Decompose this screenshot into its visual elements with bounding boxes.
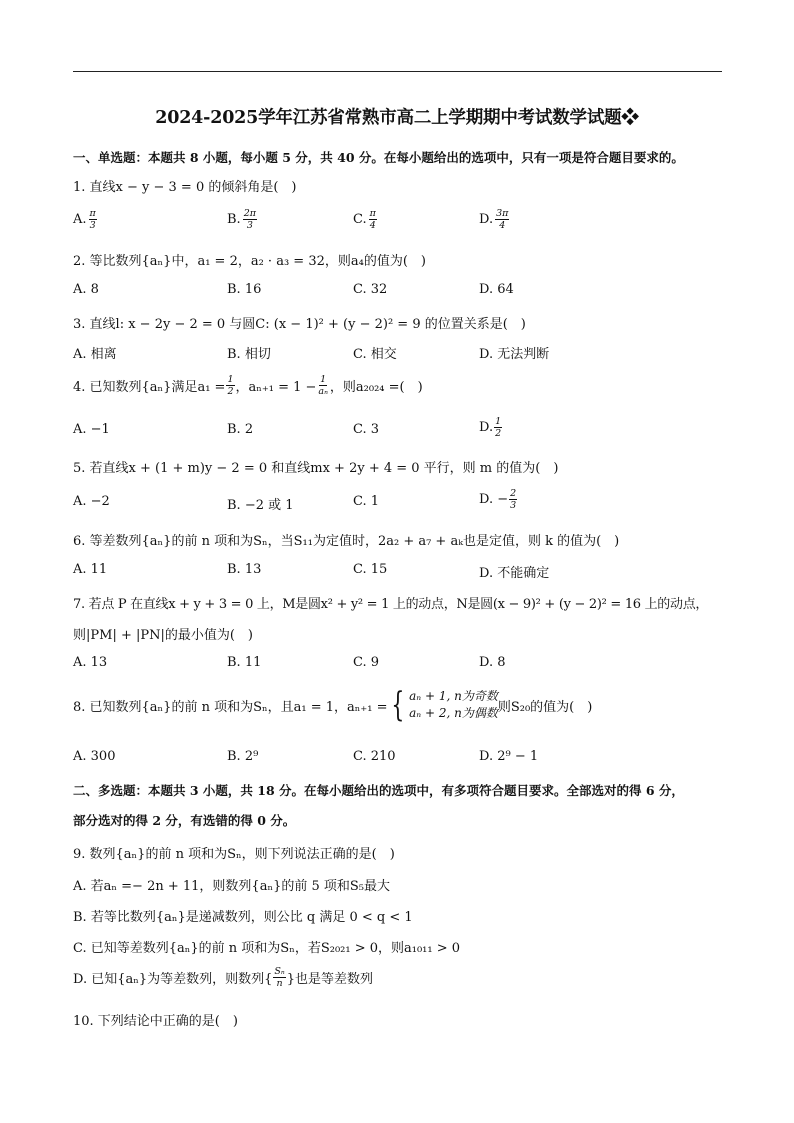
option-c[interactable]: C. 已知等差数列{aₙ}的前 n 项和为Sₙ，若S₂₀₂₁ > 0，则a₁₀₁₁ > 0 — [73, 941, 461, 956]
option-c[interactable]: C. 相交 — [353, 347, 397, 362]
question-2-options — [73, 282, 723, 312]
piecewise-brace: { — [391, 685, 405, 725]
option-b[interactable]: B. 若等比数列{aₙ}是递减数列，则公比 q 满足 0 < q < 1 — [73, 910, 413, 925]
question-6-options — [73, 562, 723, 592]
option-c[interactable]: C. $\frac{\pi}{4}$ — [353, 208, 376, 231]
question-1-options — [73, 208, 723, 238]
option-a[interactable]: A. 13 — [73, 655, 108, 670]
option-d[interactable]: D. 不能确定 — [479, 566, 550, 581]
option-d[interactable]: D. 已知{aₙ}为等差数列，则数列{ $\frac{\text{Sₙ}}{n}$ }也是等差数列 — [73, 966, 374, 989]
option-b[interactable]: B. 2 — [227, 422, 254, 437]
question-7-line-1: 7. 若点 P 在直线x + y + 3 = 0 上，M是圆x² + y² = 1 上的动点，N是圆(x − 9)² + (y − 2)² = 16 上的动点， — [73, 597, 709, 612]
question-1: 1. 直线x − y − 3 = 0 的倾斜角是( ) — [73, 180, 297, 195]
question-5: 5. 若直线x + (1 + m)y − 2 = 0 和直线mx + 2y + 4 = 0 平行，则 m 的值为( ) — [73, 461, 559, 476]
question-4: 4. 已知数列{aₙ}满足a₁ = $\frac{1}{2}$ ，aₙ₊₁ = 1 − $\frac{1}{\text{aₙ}}$ ，则a₂₀₂₄ =( ) — [73, 374, 423, 397]
section-single-choice: 一、单选题：本题共 8 小题，每小题 5 分，共 40 分。在每小题给出的选项中，只有一项是符合题目要求的。 — [73, 150, 684, 165]
option-b[interactable]: B. 13 — [227, 562, 262, 577]
question-5-options — [73, 488, 723, 524]
option-c[interactable]: C. 9 — [353, 655, 380, 670]
option-a[interactable]: A. 相离 — [73, 347, 117, 362]
question-6: 6. 等差数列{aₙ}的前 n 项和为Sₙ，当S₁₁为定值时，2a₂ + a₇ + aₖ也是定值，则 k 的值为( ) — [73, 534, 620, 549]
option-b[interactable]: B. 相切 — [227, 347, 271, 362]
question-9: 9. 数列{aₙ}的前 n 项和为Sₙ，则下列说法正确的是( ) — [73, 847, 395, 862]
question-10: 10. 下列结论中正确的是( ) — [73, 1014, 238, 1029]
option-d[interactable]: D. $\frac{1}{2}$ — [479, 416, 502, 439]
option-d[interactable]: D. 2⁹ − 1 — [479, 749, 539, 764]
page-title: 2024-2025学年江苏省常熟市高二上学期期中考试数学试题❖ — [155, 108, 639, 128]
header-rule — [73, 71, 722, 72]
option-a[interactable]: A. 11 — [73, 562, 108, 577]
option-b[interactable]: B. 16 — [227, 282, 262, 297]
option-a[interactable]: A. 300 — [73, 749, 116, 764]
question-7-options — [73, 655, 723, 685]
option-b[interactable]: B. −2 或 1 — [227, 498, 294, 513]
question-3-options — [73, 343, 723, 373]
question-8: 8. 已知数列{aₙ}的前 n 项和为Sₙ，且a₁ = 1，aₙ₊₁ = { aₙ + 1, n为奇数 aₙ + 2, n为偶数 则S₂₀的值为( ) — [73, 685, 593, 725]
option-d[interactable]: D. 无法判断 — [479, 347, 550, 362]
option-a[interactable]: A. 若aₙ =− 2n + 11，则数列{aₙ}的前 5 项和S₅最大 — [73, 879, 390, 894]
question-8-options — [73, 749, 723, 779]
option-d[interactable]: D. 64 — [479, 282, 514, 297]
option-d[interactable]: D. − $\frac{2}{3}$ — [479, 488, 517, 511]
piecewise-cases: aₙ + 1, n为奇数 aₙ + 2, n为偶数 — [409, 689, 498, 720]
option-d[interactable]: D. 8 — [479, 655, 506, 670]
option-d[interactable]: D. $\frac{3\pi}{4}$ — [479, 208, 509, 231]
option-c[interactable]: C. 3 — [353, 422, 380, 437]
option-c[interactable]: C. 1 — [353, 494, 380, 509]
question-7-line-2: 则|PM| + |PN|的最小值为( ) — [73, 628, 254, 643]
question-2: 2. 等比数列{aₙ}中，a₁ = 2，a₂ · a₃ = 32，则a₄的值为( ) — [73, 254, 426, 269]
option-b[interactable]: B. $\frac{2\pi}{3}$ — [227, 208, 256, 231]
option-c[interactable]: C. 15 — [353, 562, 388, 577]
option-a[interactable]: A. −2 — [73, 494, 110, 509]
option-a[interactable]: A. −1 — [73, 422, 110, 437]
option-a[interactable]: A. 8 — [73, 282, 99, 297]
option-a[interactable]: A. $\frac{\pi}{3}$ — [73, 208, 96, 231]
option-c[interactable]: C. 32 — [353, 282, 388, 297]
question-3: 3. 直线l: x − 2y − 2 = 0 与圆C: (x − 1)² + (y − 2)² = 9 的位置关系是( ) — [73, 317, 526, 332]
option-b[interactable]: B. 11 — [227, 655, 262, 670]
question-4-options — [73, 416, 723, 452]
option-b[interactable]: B. 2⁹ — [227, 749, 259, 764]
section-multi-choice-line-2: 部分选对的得 2 分，有选错的得 0 分。 — [73, 813, 296, 828]
section-multi-choice-line-1: 二、多选题：本题共 3 小题，共 18 分。在每小题给出的选项中，有多项符合题目要求。全部选对的得 6 分， — [73, 783, 684, 798]
option-c[interactable]: C. 210 — [353, 749, 396, 764]
